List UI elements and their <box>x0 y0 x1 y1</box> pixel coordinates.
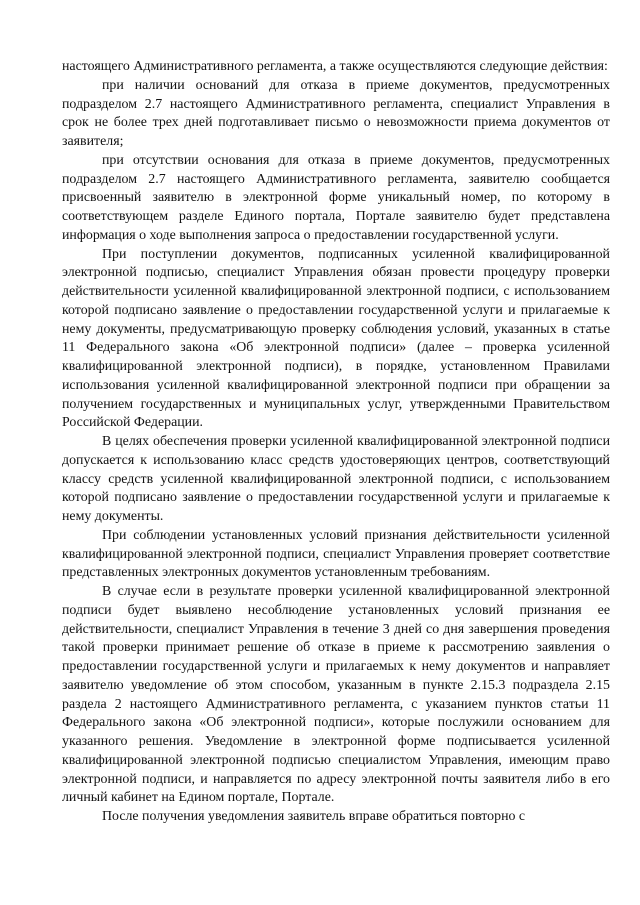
paragraph-7: В случае если в результате проверки усиленной квалифицированной электронной подписи будет выявлено несоблюдение установленных условий признания ее действительности, специалист Управления в течение 3 дней со дня завершения проведения такой проверки принимает решение об отказе в приеме к рассмотрению заявления о предоставлении государственной услуги и прилагаемых к нему документов и направляет заявителю уведомление об этом способом, указанным в пункте 2.15.3 подраздела 2.15 раздела 2 настоящего Административного регламента, с указанием пунктов статьи 11 Федерального закона «Об электронной подписи», которые послужили основанием для указанного решения. Уведомление в электронной форме подписывается усиленной квалифицированной электронной подписью специалистом Управления, имеющим право электронной подписи, и направляется по адресу электронной почты заявителя либо в его личный кабинет на Едином портале, Портале. <box>62 584 610 806</box>
paragraph-2: при наличии оснований для отказа в приеме документов, предусмотренных подразделом 2.7 настоящего Административного регламента, специалист Управления в срок не более трех дней подготавливает письмо о невозможности приема документов от заявителя; <box>62 77 610 149</box>
document-page <box>62 58 610 827</box>
paragraph-3: при отсутствии основания для отказа в приеме документов, предусмотренных подразделом 2.7 настоящего Административного регламента, заявителю сообщается присвоенный заявителю в электронной форме уникальный номер, по которому в соответствующем разделе Единого портала, Портале заявителю будет представлена информация о ходе выполнения запроса о предоставлении государственной услуги. <box>62 152 610 243</box>
paragraph-8: После получения уведомления заявитель вправе обратиться повторно с <box>102 809 526 824</box>
paragraph-1: настоящего Административного регламента, а также осуществляются следующие действия: <box>62 59 608 74</box>
paragraph-4: При поступлении документов, подписанных усиленной квалифицированной электронной подписью, специалист Управления обязан провести процедуру проверки действительности усиленной квалифицированной электронной подписи, с использованием которой подписано заявление о предоставлении государственной услуги и прилагаемые к нему документы, предусматривающую проверку соблюдения условий, указанных в статье 11 Федерального закона «Об электронной подписи» (далее – проверка усиленной квалифицированной электронной подписи), в порядке, установленном Правилами использования усиленной квалифицированной электронной подписи при обращении за получением государственных и муниципальных услуг, утвержденными Правительством Российской Федерации. <box>62 246 610 431</box>
paragraph-6: При соблюдении установленных условий признания действительности усиленной квалифицированной электронной подписи, специалист Управления проверяет соответствие представленных электронных документов установленным требованиям. <box>62 527 610 581</box>
paragraph-5: В целях обеспечения проверки усиленной квалифицированной электронной подписи допускается к использованию класс средств удостоверяющих центров, соответствующий классу средств усиленной квалифицированной электронной подписи, с использованием которой подписано заявление о предоставлении государственной услуги и прилагаемые к нему документы. <box>62 434 610 524</box>
